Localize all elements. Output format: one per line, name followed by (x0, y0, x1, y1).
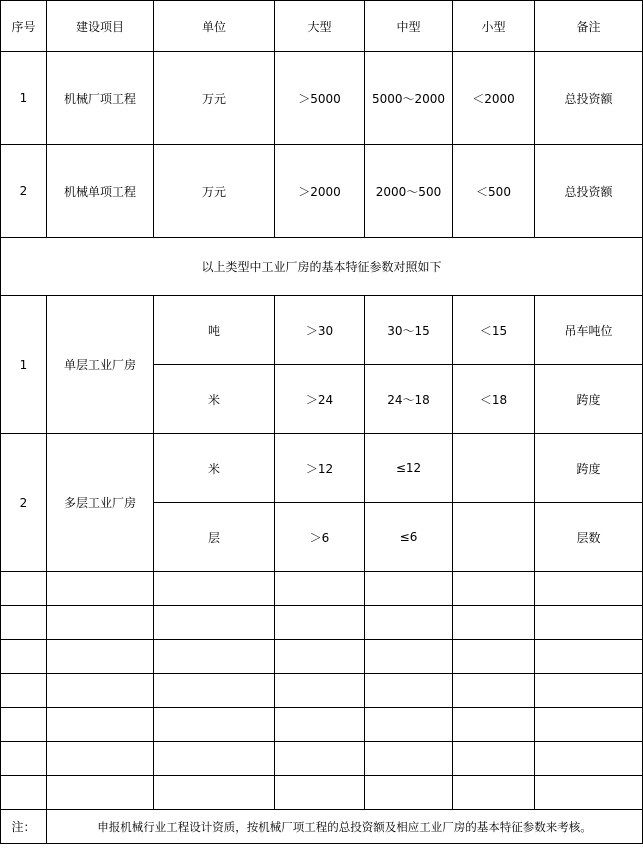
empty-cell (535, 674, 643, 708)
table-cell: 吊车吨位 (535, 296, 643, 365)
empty-cell (1, 572, 47, 606)
header-cell: 序号 (1, 1, 47, 52)
table-cell: 米 (154, 365, 275, 434)
header-cell: 大型 (275, 1, 365, 52)
empty-cell (47, 606, 154, 640)
empty-cell (1, 776, 47, 810)
empty-cell (47, 708, 154, 742)
table-cell: ≤12 (365, 434, 453, 503)
empty-cell (1, 640, 47, 674)
empty-cell (154, 776, 275, 810)
table-cell: ＜15 (453, 296, 535, 365)
empty-cell (47, 572, 154, 606)
empty-cell (453, 776, 535, 810)
empty-cell (1, 674, 47, 708)
table-cell (453, 434, 535, 503)
empty-cell (275, 742, 365, 776)
table-cell: 1 (1, 52, 47, 145)
table-cell: 机械厂项工程 (47, 52, 154, 145)
empty-cell (453, 640, 535, 674)
table-cell: 5000～2000 (365, 52, 453, 145)
table-cell: 总投资额 (535, 145, 643, 238)
table-cell: 米 (154, 434, 275, 503)
empty-cell (47, 742, 154, 776)
empty-cell (154, 640, 275, 674)
empty-cell (453, 674, 535, 708)
note-label: 注： (1, 810, 47, 844)
table-cell: 万元 (154, 52, 275, 145)
empty-cell (453, 606, 535, 640)
empty-cell (453, 708, 535, 742)
group-number: 1 (1, 296, 47, 434)
empty-cell (535, 776, 643, 810)
table-cell: 吨 (154, 296, 275, 365)
table-cell: 机械单项工程 (47, 145, 154, 238)
empty-cell (535, 572, 643, 606)
empty-cell (47, 640, 154, 674)
empty-cell (154, 742, 275, 776)
empty-cell (275, 640, 365, 674)
empty-cell (275, 674, 365, 708)
empty-row (1, 776, 643, 810)
table-cell: ＞24 (275, 365, 365, 434)
table-cell: 2000～500 (365, 145, 453, 238)
empty-cell (453, 742, 535, 776)
header-cell: 单位 (154, 1, 275, 52)
header-cell: 小型 (453, 1, 535, 52)
empty-cell (365, 742, 453, 776)
empty-cell (365, 674, 453, 708)
table-cell: 跨度 (535, 365, 643, 434)
empty-cell (47, 674, 154, 708)
note-row (1, 810, 643, 844)
table-row (1, 296, 643, 365)
group-name: 多层工业厂房 (47, 434, 154, 572)
empty-cell (365, 606, 453, 640)
empty-row (1, 742, 643, 776)
table-cell: ≤6 (365, 503, 453, 572)
empty-cell (535, 640, 643, 674)
empty-cell (365, 776, 453, 810)
empty-cell (1, 742, 47, 776)
empty-row (1, 606, 643, 640)
empty-cell (47, 776, 154, 810)
empty-cell (154, 606, 275, 640)
table-cell: 2 (1, 145, 47, 238)
empty-cell (154, 674, 275, 708)
table-cell: ＜18 (453, 365, 535, 434)
empty-cell (275, 606, 365, 640)
empty-cell (154, 708, 275, 742)
empty-cell (154, 572, 275, 606)
empty-cell (1, 606, 47, 640)
table-row (1, 434, 643, 503)
description-text: 以上类型中工业厂房的基本特征参数对照如下 (1, 238, 643, 296)
table-cell: 总投资额 (535, 52, 643, 145)
table-cell: ＞6 (275, 503, 365, 572)
empty-cell (365, 640, 453, 674)
note-text: 申报机械行业工程设计资质，按机械厂项工程的总投资额及相应工业厂房的基本特征参数来考核。 (47, 810, 643, 844)
table-cell: 30～15 (365, 296, 453, 365)
table-cell (453, 503, 535, 572)
empty-cell (365, 708, 453, 742)
empty-cell (275, 572, 365, 606)
table-cell: 层数 (535, 503, 643, 572)
empty-cell (535, 742, 643, 776)
header-cell: 建设项目 (47, 1, 154, 52)
table-row (1, 145, 643, 238)
table-cell: ＞30 (275, 296, 365, 365)
empty-row (1, 674, 643, 708)
empty-cell (535, 606, 643, 640)
empty-cell (535, 708, 643, 742)
table-cell: ＞2000 (275, 145, 365, 238)
table-cell: 层 (154, 503, 275, 572)
group-number: 2 (1, 434, 47, 572)
header-cell: 中型 (365, 1, 453, 52)
empty-cell (1, 708, 47, 742)
description-row (1, 238, 643, 296)
empty-cell (275, 708, 365, 742)
empty-cell (365, 572, 453, 606)
table-cell: 跨度 (535, 434, 643, 503)
empty-row (1, 572, 643, 606)
table-cell: 万元 (154, 145, 275, 238)
table-cell: ＜2000 (453, 52, 535, 145)
header-row (1, 1, 643, 52)
table-cell: 24～18 (365, 365, 453, 434)
empty-row (1, 640, 643, 674)
table-cell: ＞12 (275, 434, 365, 503)
empty-cell (453, 572, 535, 606)
table-row (1, 52, 643, 145)
group-name: 单层工业厂房 (47, 296, 154, 434)
table-cell: ＜500 (453, 145, 535, 238)
table-cell: ＞5000 (275, 52, 365, 145)
empty-cell (275, 776, 365, 810)
empty-row (1, 708, 643, 742)
header-cell: 备注 (535, 1, 643, 52)
